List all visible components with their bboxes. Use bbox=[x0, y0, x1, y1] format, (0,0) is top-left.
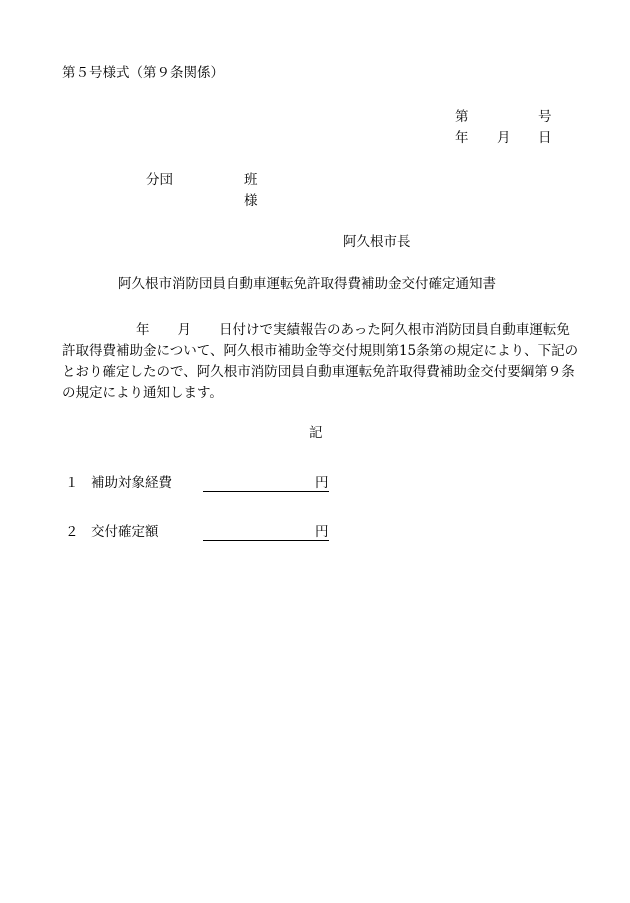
body-month: 月 bbox=[177, 322, 191, 338]
document-title: 阿久根市消防団員自動車運転免許取得費補助金交付確定通知書 bbox=[118, 276, 496, 292]
date-month: 月 bbox=[497, 130, 511, 146]
addressee-honorific: 様 bbox=[244, 193, 258, 209]
item-label: 交付確定額 bbox=[91, 524, 159, 540]
addressee-squad: 班 bbox=[244, 172, 258, 188]
item-unit: 円 bbox=[315, 524, 329, 540]
body-year: 年 bbox=[136, 322, 150, 338]
body-text: 日付けで実績報告のあった阿久根市消防団員自動車運転免許取得費補助金について、阿久根市補助金等交付規則第15条第の規定により、下記のとおり確定したので、阿久根市消防団員自動車運転免許取得費補助金交付要綱第９条の規定により通知します。 bbox=[62, 322, 579, 401]
item-number: １ bbox=[65, 475, 79, 491]
amount-line bbox=[203, 491, 329, 492]
date-year: 年 bbox=[455, 130, 469, 146]
ki-heading: 記 bbox=[309, 425, 323, 441]
number-prefix: 第 bbox=[455, 109, 469, 125]
item-label: 補助対象経費 bbox=[91, 475, 172, 491]
date-day: 日 bbox=[538, 130, 552, 146]
item-number: ２ bbox=[65, 524, 79, 540]
addressee-branch: 分団 bbox=[146, 172, 173, 188]
item-unit: 円 bbox=[315, 475, 329, 491]
number-suffix: 号 bbox=[538, 109, 552, 125]
amount-line bbox=[203, 540, 329, 541]
form-label: 第５号様式（第９条関係） bbox=[62, 65, 224, 81]
body-paragraph bbox=[62, 320, 582, 404]
sender-name: 阿久根市長 bbox=[343, 234, 411, 250]
